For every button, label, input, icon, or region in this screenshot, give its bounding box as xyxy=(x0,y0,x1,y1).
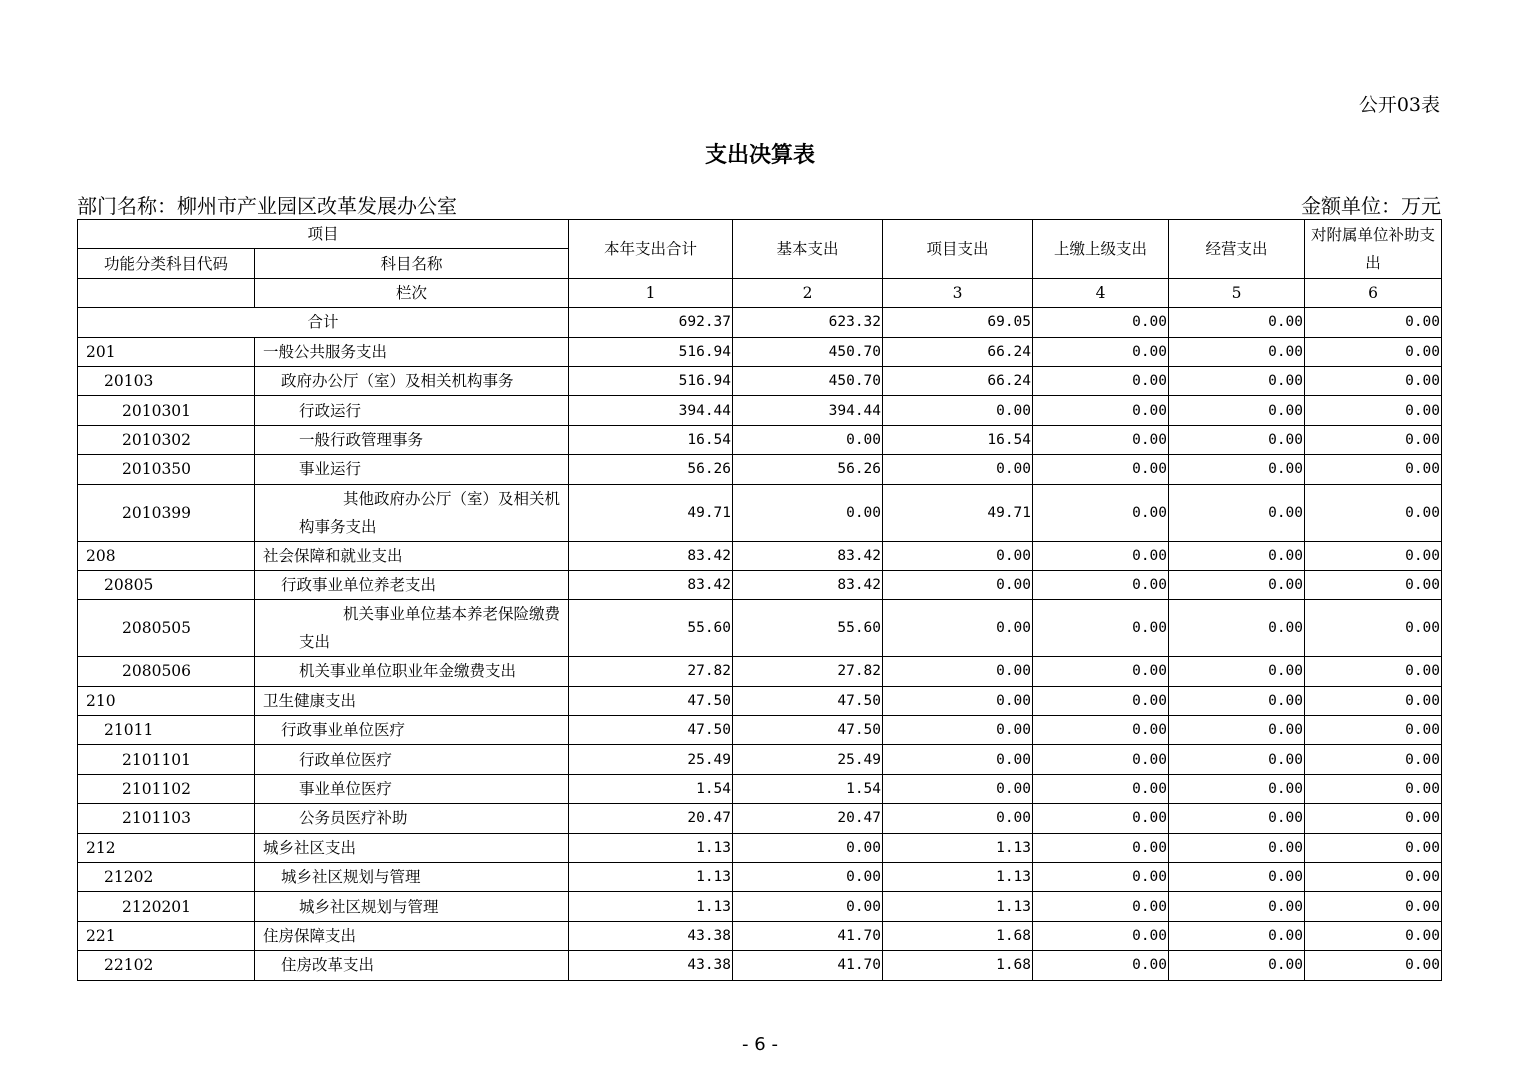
header-project: 项目支出 xyxy=(883,220,1033,279)
amount-cell: 56.26 xyxy=(733,455,883,484)
amount-cell: 0.00 xyxy=(1305,804,1442,833)
table-row xyxy=(78,396,1442,425)
amount-cell: 0.00 xyxy=(1033,804,1169,833)
amount-cell: 0.00 xyxy=(1305,863,1442,892)
column-index-blank xyxy=(78,278,255,307)
subject-name: 事业单位医疗 xyxy=(255,774,569,803)
column-index-3: 3 xyxy=(883,278,1033,307)
amount-cell: 16.54 xyxy=(569,425,733,454)
amount-cell: 0.00 xyxy=(1033,570,1169,599)
amount-cell: 47.50 xyxy=(733,686,883,715)
table-row xyxy=(78,921,1442,950)
amount-cell: 394.44 xyxy=(733,396,883,425)
header-code: 功能分类科目代码 xyxy=(78,249,255,278)
subject-code: 2080505 xyxy=(78,600,255,657)
subject-code: 212 xyxy=(78,833,255,862)
amount-cell: 0.00 xyxy=(1033,833,1169,862)
subject-name: 一般公共服务支出 xyxy=(255,337,569,366)
amount-cell: 0.00 xyxy=(1305,774,1442,803)
amount-cell: 0.00 xyxy=(1169,686,1305,715)
amount-cell: 0.00 xyxy=(1169,541,1305,570)
table-row xyxy=(78,892,1442,921)
total-row xyxy=(78,308,1442,337)
amount-unit: 金额单位：万元 xyxy=(1301,194,1441,218)
amount-cell: 66.24 xyxy=(883,337,1033,366)
subject-name: 行政运行 xyxy=(255,396,569,425)
department-name: 部门名称：柳州市产业园区改革发展办公室 xyxy=(77,194,457,218)
amount-cell: 83.42 xyxy=(733,541,883,570)
table-row xyxy=(78,716,1442,745)
amount-cell: 0.00 xyxy=(1305,337,1442,366)
amount-cell: 0.00 xyxy=(1305,833,1442,862)
subject-name: 公务员医疗补助 xyxy=(255,804,569,833)
amount-cell: 0.00 xyxy=(1305,686,1442,715)
amount-cell: 0.00 xyxy=(1305,484,1442,541)
amount-cell: 0.00 xyxy=(1169,657,1305,686)
subject-code: 20805 xyxy=(78,570,255,599)
subject-name: 卫生健康支出 xyxy=(255,686,569,715)
header-name: 科目名称 xyxy=(255,249,569,278)
amount-cell: 0.00 xyxy=(1033,892,1169,921)
amount-cell: 0.00 xyxy=(1169,396,1305,425)
amount-cell: 25.49 xyxy=(569,745,733,774)
amount-cell: 55.60 xyxy=(569,600,733,657)
amount-cell: 0.00 xyxy=(883,600,1033,657)
amount-cell: 394.44 xyxy=(569,396,733,425)
subject-name: 住房保障支出 xyxy=(255,921,569,950)
amount-cell: 41.70 xyxy=(733,921,883,950)
amount-cell: 0.00 xyxy=(733,425,883,454)
table-row xyxy=(78,657,1442,686)
table-row xyxy=(78,745,1442,774)
table-row xyxy=(78,484,1442,541)
amount-cell: 0.00 xyxy=(1169,455,1305,484)
subject-code: 2120201 xyxy=(78,892,255,921)
amount-cell: 56.26 xyxy=(569,455,733,484)
amount-cell: 83.42 xyxy=(733,570,883,599)
table-row xyxy=(78,337,1442,366)
amount-cell: 1.13 xyxy=(883,892,1033,921)
amount-cell: 43.38 xyxy=(569,951,733,980)
amount-cell: 0.00 xyxy=(1169,484,1305,541)
amount-cell: 0.00 xyxy=(1169,921,1305,950)
form-number: 公开03表 xyxy=(1358,94,1440,116)
subject-code: 210 xyxy=(78,686,255,715)
subject-name: 城乡社区规划与管理 xyxy=(255,863,569,892)
subject-name: 机关事业单位基本养老保险缴费支出 xyxy=(255,600,569,657)
amount-cell: 47.50 xyxy=(733,716,883,745)
amount-cell: 0.00 xyxy=(1033,657,1169,686)
subject-code: 2010302 xyxy=(78,425,255,454)
subject-name: 城乡社区规划与管理 xyxy=(255,892,569,921)
table-row xyxy=(78,366,1442,395)
header-basic: 基本支出 xyxy=(733,220,883,279)
column-index-4: 4 xyxy=(1033,278,1169,307)
subject-code: 21011 xyxy=(78,716,255,745)
subject-name: 社会保障和就业支出 xyxy=(255,541,569,570)
amount-cell: 0.00 xyxy=(883,570,1033,599)
subject-code: 2101101 xyxy=(78,745,255,774)
amount-cell: 0.00 xyxy=(1169,892,1305,921)
amount-cell: 0.00 xyxy=(883,541,1033,570)
amount-cell: 0.00 xyxy=(1305,455,1442,484)
amount-cell: 450.70 xyxy=(733,337,883,366)
amount-cell: 0.00 xyxy=(1169,337,1305,366)
amount-cell: 0.00 xyxy=(1305,716,1442,745)
subject-code: 208 xyxy=(78,541,255,570)
subject-code: 221 xyxy=(78,921,255,950)
amount-cell: 0.00 xyxy=(1033,774,1169,803)
amount-cell: 0.00 xyxy=(1033,541,1169,570)
amount-cell: 0.00 xyxy=(1169,366,1305,395)
column-index-1: 1 xyxy=(569,278,733,307)
table-row xyxy=(78,863,1442,892)
total-value: 623.32 xyxy=(733,308,883,337)
amount-cell: 0.00 xyxy=(1169,745,1305,774)
amount-cell: 0.00 xyxy=(1033,366,1169,395)
amount-cell: 0.00 xyxy=(1033,863,1169,892)
amount-cell: 41.70 xyxy=(733,951,883,980)
amount-cell: 0.00 xyxy=(1033,951,1169,980)
amount-cell: 1.13 xyxy=(883,833,1033,862)
amount-cell: 0.00 xyxy=(1033,600,1169,657)
amount-cell: 1.54 xyxy=(733,774,883,803)
amount-cell: 1.68 xyxy=(883,921,1033,950)
amount-cell: 0.00 xyxy=(883,716,1033,745)
expenditure-table xyxy=(77,219,1442,981)
subject-code: 22102 xyxy=(78,951,255,980)
subject-name: 行政事业单位医疗 xyxy=(255,716,569,745)
total-value: 0.00 xyxy=(1169,308,1305,337)
subject-name: 行政事业单位养老支出 xyxy=(255,570,569,599)
amount-cell: 0.00 xyxy=(1169,570,1305,599)
amount-cell: 0.00 xyxy=(1169,425,1305,454)
amount-cell: 0.00 xyxy=(1033,396,1169,425)
amount-cell: 0.00 xyxy=(1033,745,1169,774)
amount-cell: 0.00 xyxy=(1033,686,1169,715)
subject-code: 2010350 xyxy=(78,455,255,484)
total-value: 0.00 xyxy=(1033,308,1169,337)
amount-cell: 0.00 xyxy=(1305,366,1442,395)
subject-code: 21202 xyxy=(78,863,255,892)
table-row xyxy=(78,425,1442,454)
table-row xyxy=(78,951,1442,980)
amount-cell: 0.00 xyxy=(1169,833,1305,862)
amount-cell: 0.00 xyxy=(1305,570,1442,599)
amount-cell: 0.00 xyxy=(883,455,1033,484)
amount-cell: 0.00 xyxy=(1305,951,1442,980)
amount-cell: 27.82 xyxy=(733,657,883,686)
amount-cell: 0.00 xyxy=(883,396,1033,425)
table-row xyxy=(78,804,1442,833)
column-index-label: 栏次 xyxy=(255,278,569,307)
subject-name: 政府办公厅（室）及相关机构事务 xyxy=(255,366,569,395)
amount-cell: 25.49 xyxy=(733,745,883,774)
amount-cell: 0.00 xyxy=(1305,541,1442,570)
amount-cell: 43.38 xyxy=(569,921,733,950)
amount-cell: 0.00 xyxy=(733,892,883,921)
amount-cell: 0.00 xyxy=(883,745,1033,774)
amount-cell: 0.00 xyxy=(1033,425,1169,454)
amount-cell: 1.13 xyxy=(569,863,733,892)
amount-cell: 0.00 xyxy=(1033,337,1169,366)
amount-cell: 20.47 xyxy=(733,804,883,833)
amount-cell: 0.00 xyxy=(883,804,1033,833)
meta-line xyxy=(77,190,1441,219)
subject-name: 一般行政管理事务 xyxy=(255,425,569,454)
total-value: 692.37 xyxy=(569,308,733,337)
amount-cell: 1.13 xyxy=(883,863,1033,892)
subject-name: 机关事业单位职业年金缴费支出 xyxy=(255,657,569,686)
amount-cell: 0.00 xyxy=(1305,600,1442,657)
amount-cell: 1.68 xyxy=(883,951,1033,980)
header-upper: 上缴上级支出 xyxy=(1033,220,1169,279)
amount-cell: 1.13 xyxy=(569,892,733,921)
header-subsidy: 对附属单位补助支出 xyxy=(1305,220,1442,279)
subject-name: 城乡社区支出 xyxy=(255,833,569,862)
total-value: 69.05 xyxy=(883,308,1033,337)
amount-cell: 0.00 xyxy=(1033,484,1169,541)
header-total: 本年支出合计 xyxy=(569,220,733,279)
amount-cell: 0.00 xyxy=(1305,425,1442,454)
total-value: 0.00 xyxy=(1305,308,1442,337)
subject-code: 20103 xyxy=(78,366,255,395)
page-number: - 6 - xyxy=(742,1034,778,1055)
total-label: 合计 xyxy=(78,308,569,337)
amount-cell: 0.00 xyxy=(1033,921,1169,950)
amount-cell: 0.00 xyxy=(1033,455,1169,484)
amount-cell: 49.71 xyxy=(883,484,1033,541)
amount-cell: 0.00 xyxy=(1169,600,1305,657)
amount-cell: 27.82 xyxy=(569,657,733,686)
column-index-row xyxy=(78,278,1442,307)
amount-cell: 47.50 xyxy=(569,716,733,745)
amount-cell: 1.54 xyxy=(569,774,733,803)
table-row xyxy=(78,541,1442,570)
subject-code: 201 xyxy=(78,337,255,366)
header-item: 项目 xyxy=(78,220,569,249)
amount-cell: 49.71 xyxy=(569,484,733,541)
column-index-5: 5 xyxy=(1169,278,1305,307)
amount-cell: 0.00 xyxy=(883,686,1033,715)
amount-cell: 0.00 xyxy=(1169,804,1305,833)
subject-code: 2080506 xyxy=(78,657,255,686)
amount-cell: 0.00 xyxy=(883,774,1033,803)
header-row-1 xyxy=(78,220,1442,249)
amount-cell: 83.42 xyxy=(569,541,733,570)
amount-cell: 0.00 xyxy=(1169,716,1305,745)
table-row xyxy=(78,570,1442,599)
subject-code: 2010399 xyxy=(78,484,255,541)
amount-cell: 0.00 xyxy=(1305,745,1442,774)
amount-cell: 0.00 xyxy=(883,657,1033,686)
amount-cell: 83.42 xyxy=(569,570,733,599)
amount-cell: 66.24 xyxy=(883,366,1033,395)
amount-cell: 0.00 xyxy=(733,484,883,541)
amount-cell: 16.54 xyxy=(883,425,1033,454)
table-row xyxy=(78,455,1442,484)
amount-cell: 47.50 xyxy=(569,686,733,715)
table-row xyxy=(78,600,1442,657)
subject-code: 2101102 xyxy=(78,774,255,803)
amount-cell: 0.00 xyxy=(1033,716,1169,745)
amount-cell: 0.00 xyxy=(733,833,883,862)
amount-cell: 1.13 xyxy=(569,833,733,862)
table-row xyxy=(78,686,1442,715)
amount-cell: 55.60 xyxy=(733,600,883,657)
amount-cell: 0.00 xyxy=(1305,892,1442,921)
amount-cell: 0.00 xyxy=(1305,657,1442,686)
amount-cell: 0.00 xyxy=(1305,921,1442,950)
page-title: 支出决算表 xyxy=(704,143,815,168)
subject-name: 事业运行 xyxy=(255,455,569,484)
amount-cell: 516.94 xyxy=(569,366,733,395)
amount-cell: 0.00 xyxy=(1305,396,1442,425)
amount-cell: 516.94 xyxy=(569,337,733,366)
subject-code: 2101103 xyxy=(78,804,255,833)
amount-cell: 0.00 xyxy=(1169,951,1305,980)
header-business: 经营支出 xyxy=(1169,220,1305,279)
amount-cell: 0.00 xyxy=(733,863,883,892)
amount-cell: 450.70 xyxy=(733,366,883,395)
amount-cell: 0.00 xyxy=(1169,863,1305,892)
column-index-2: 2 xyxy=(733,278,883,307)
subject-name: 住房改革支出 xyxy=(255,951,569,980)
subject-name: 行政单位医疗 xyxy=(255,745,569,774)
amount-cell: 0.00 xyxy=(1169,774,1305,803)
subject-name: 其他政府办公厅（室）及相关机构事务支出 xyxy=(255,484,569,541)
table-row xyxy=(78,774,1442,803)
table-row xyxy=(78,833,1442,862)
column-index-6: 6 xyxy=(1305,278,1442,307)
subject-code: 2010301 xyxy=(78,396,255,425)
amount-cell: 20.47 xyxy=(569,804,733,833)
